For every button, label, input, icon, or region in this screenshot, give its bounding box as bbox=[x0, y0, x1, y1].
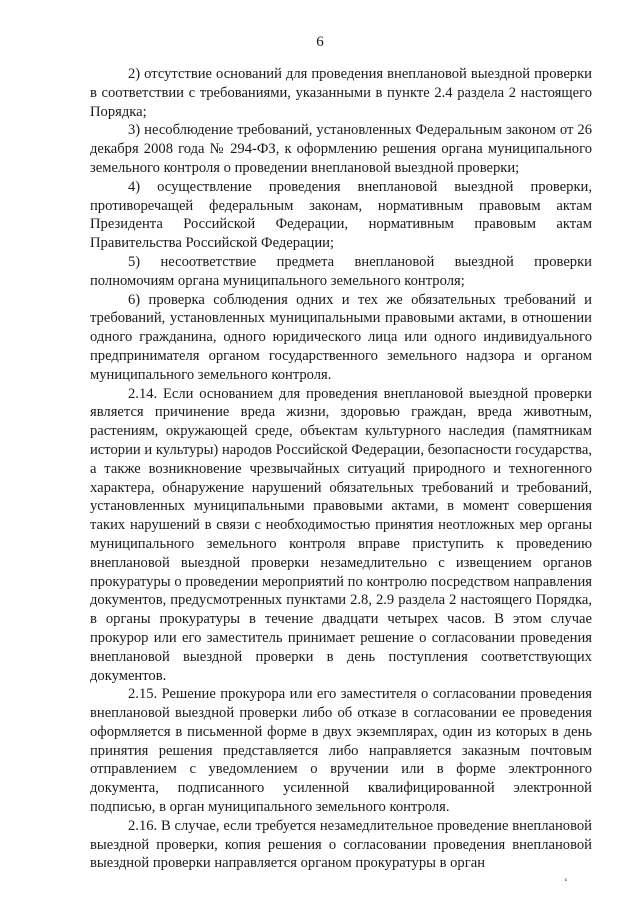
clause-2-16: 2.16. В случае, если требуется незамедлительное проведение внеплановой выездной проверки, копия решения о согласовании проведения внеплановой выездной проверки направляется органом прокуратуры в орган bbox=[90, 817, 592, 872]
corner-mark: ʻ bbox=[564, 875, 568, 889]
list-item-6: 6) проверка соблюдения одних и тех же обязательных требований и требований, установленных муниципальными правовыми актами, в отношении одного гражданина, одного юридического лица или одного индивидуального предпринимателя органом государственного земельного надзора и органом муниципального земельного контроля. bbox=[90, 291, 592, 383]
list-item-5: 5) несоответствие предмета внеплановой выездной проверки полномочиям органа муниципального земельного контроля; bbox=[90, 253, 592, 289]
page-number: 6 bbox=[316, 34, 324, 50]
document-body bbox=[90, 65, 592, 873]
clause-2-14: 2.14. Если основанием для проведения внеплановой выездной проверки является причинение вреда жизни, здоровью граждан, вреда животным, растениям, окружающей среде, объектам культурного наследия (памятникам истории и культуры) народов Российской Федерации, безопасности государства, а также возникновение чрезвычайных ситуаций природного и техногенного характера, обнаружение нарушений обязательных требований и требований, установленных муниципальными правовыми актами, в момент совершения таких нарушений в связи с необходимостью принятия неотложных мер органы муниципального земельного контроля вправе приступить к проведению внеплановой выездной проверки незамедлительно с извещением органов прокуратуры о проведении мероприятий по контролю посредством направления документов, предусмотренных пунктами 2.8, 2.9 раздела 2 настоящего Порядка, в органы прокуратуры в течение двадцати четырех часов. В этом случае прокурор или его заместитель принимает решение о согласовании проведения внеплановой выездной проверки в день поступления соответствующих документов. bbox=[90, 385, 592, 684]
list-item-2: 2) отсутствие оснований для проведения внеплановой выездной проверки в соответствии с требованиями, указанными в пункте 2.4 раздела 2 настоящего Порядка; bbox=[90, 66, 592, 120]
list-item-3: 3) несоблюдение требований, установленных Федеральным законом от 26 декабря 2008 года № 294-ФЗ, к оформлению решения органа муниципального земельного контроля о проведении внеплановой выездной проверки; bbox=[90, 122, 592, 176]
list-item-4: 4) осуществление проведения внеплановой выездной проверки, противоречащей федеральным законам, нормативным правовым актам Президента Российской Федерации, нормативным правовым актам Правительства Российской Федерации; bbox=[90, 178, 592, 252]
clause-2-15: 2.15. Решение прокурора или его заместителя о согласовании проведения внеплановой выездной проверки либо об отказе в согласовании ее проведения оформляется в письменной форме в двух экземплярах, один из которых в день принятия решения представляется либо направляется заказным почтовым отправлением с уведомлением о вручении или в форме электронного документа, подписанного усиленной квалифицированной электронной подписью, в орган муниципального земельного контроля. bbox=[90, 686, 592, 816]
